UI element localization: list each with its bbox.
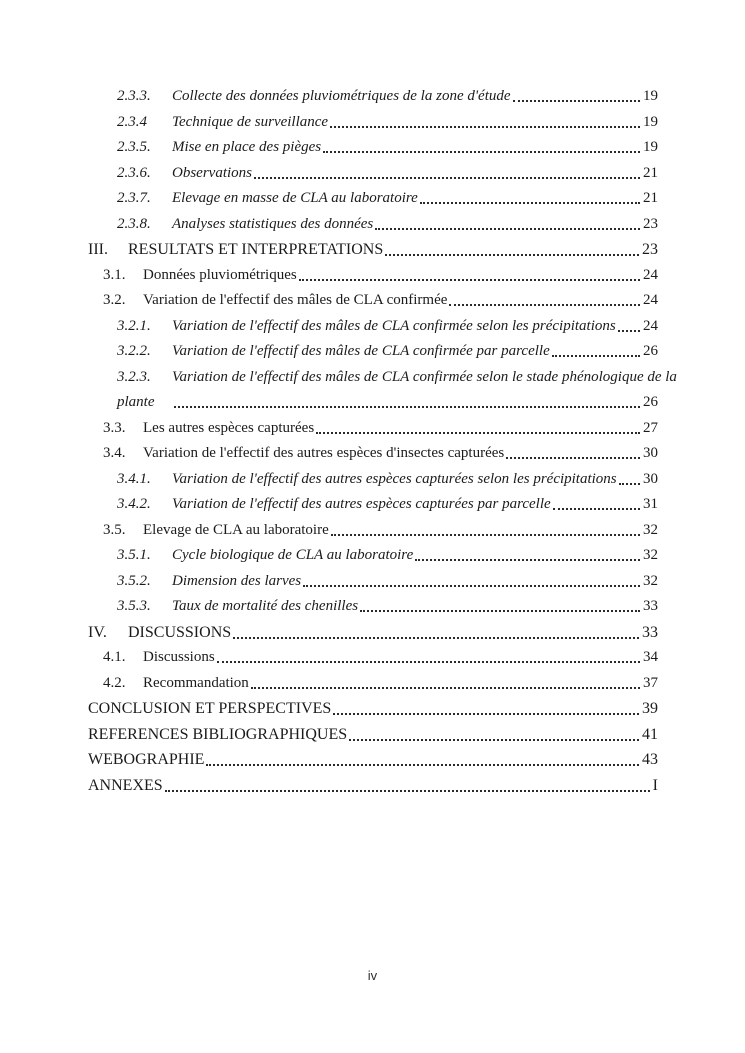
toc-entry[interactable] [117, 188, 658, 208]
dot-leader [358, 596, 643, 616]
toc-entry[interactable] [117, 214, 658, 234]
dot-leader [215, 647, 643, 667]
toc-entry-page: 24 [643, 317, 658, 334]
toc-entry-page: 23 [642, 241, 658, 258]
toc-entry[interactable] [117, 86, 658, 106]
toc-entry-label: Variation de l'effectif des autres espèces d'insectes capturées [143, 445, 505, 461]
toc-entry-page: 33 [643, 598, 658, 614]
toc-entry-number: 3.5. [103, 521, 126, 538]
toc-entry-number: 3.2.3. [117, 368, 151, 385]
toc-entry-label: REFERENCES BIBLIOGRAPHIQUES [88, 725, 348, 743]
toc-entry-number: 2.3.4 [117, 113, 147, 130]
toc-entry-continuation[interactable] [117, 392, 658, 412]
toc-entry-number: 2.3.7. [117, 190, 151, 206]
toc-entry-number: 3.2. [103, 292, 126, 308]
toc-entry-page: 27 [643, 419, 658, 436]
dot-leader [331, 698, 642, 719]
toc-entry-number: 3.2.1. [117, 317, 151, 334]
toc-entry-page: 30 [643, 445, 658, 461]
toc-entry-page: 41 [642, 725, 658, 743]
toc-entry-number: 2.3.5. [117, 139, 151, 155]
toc-entry-label: Elevage en masse de CLA au laboratoire [172, 190, 418, 206]
toc-entry[interactable] [103, 520, 658, 540]
dot-leader [204, 749, 642, 770]
dot-leader [321, 137, 643, 157]
toc-entry-label: Analyses statistiques des données [172, 215, 374, 232]
toc-entry-page: I [652, 776, 658, 794]
toc-entry-label: Elevage de CLA au laboratoire [143, 521, 329, 538]
toc-entry[interactable] [117, 469, 658, 489]
toc-entry-label: DISCUSSIONS [128, 623, 232, 641]
toc-entry-page: 23 [643, 215, 658, 232]
toc-entry-label: RESULTATS ET INTERPRETATIONS [128, 241, 384, 258]
toc-entry[interactable] [103, 265, 658, 285]
toc-entry-page: 32 [643, 547, 658, 563]
dot-leader [301, 571, 643, 591]
toc-entry-page: 43 [642, 751, 658, 768]
toc-entry[interactable] [88, 698, 658, 719]
dot-leader [252, 163, 643, 183]
toc-entry-number: 4.1. [103, 649, 126, 665]
toc-entry-label: Observations [172, 164, 252, 181]
dot-leader [328, 112, 643, 132]
toc-entry[interactable] [117, 341, 658, 361]
page-footer [0, 968, 745, 983]
toc-entry[interactable] [103, 443, 658, 463]
dot-leader [314, 418, 643, 438]
toc-entry-number: 2.3.8. [117, 215, 151, 232]
page-number: iv [367, 968, 378, 983]
dot-leader [249, 673, 643, 693]
toc-entry-number: 3.4.2. [117, 496, 151, 512]
toc-entry-page: 39 [642, 700, 658, 717]
table-of-contents [88, 86, 677, 800]
toc-entry-number: 4.2. [103, 674, 126, 691]
toc-entry-page: 32 [643, 572, 658, 589]
toc-entry-label: Les autres espèces capturées [143, 419, 315, 436]
toc-entry[interactable] [103, 290, 658, 310]
toc-entry[interactable] [117, 571, 658, 591]
toc-entry-number: 3.1. [103, 266, 126, 283]
toc-entry-page: 30 [643, 470, 658, 487]
dot-leader [373, 214, 643, 234]
toc-entry-number: 3.4. [103, 445, 126, 461]
toc-entry-page: 24 [643, 292, 658, 308]
toc-entry-page: 21 [643, 164, 658, 181]
toc-entry-label: Cycle biologique de CLA au laboratoire [172, 547, 414, 563]
toc-entry-number: III. [88, 241, 108, 258]
toc-entry-label: Discussions [143, 649, 215, 665]
toc-entry[interactable] [103, 673, 658, 693]
toc-entry-page: 19 [643, 113, 658, 130]
toc-entry[interactable] [88, 724, 658, 745]
toc-entry-label: Données pluviométriques [143, 266, 297, 283]
dot-leader [172, 392, 643, 412]
toc-entry[interactable] [117, 545, 658, 565]
toc-entry-label: Recommandation [143, 674, 249, 691]
toc-entry[interactable] [117, 316, 658, 336]
dot-leader [617, 469, 643, 489]
dot-leader [511, 86, 643, 106]
dot-leader [231, 622, 642, 643]
toc-entry-number: 3.3. [103, 419, 126, 436]
toc-entry-page: 34 [643, 649, 658, 665]
toc-entry-page: 19 [643, 88, 658, 104]
toc-entry-page: 32 [643, 521, 658, 538]
toc-entry-label: Variation de l'effectif des mâles de CLA confirmée par parcelle [172, 343, 550, 359]
toc-entry[interactable] [88, 775, 658, 796]
toc-entry-label: Mise en place des pièges [172, 139, 322, 155]
toc-entry-label: Technique de surveillance [172, 113, 329, 130]
toc-entry[interactable] [117, 367, 677, 387]
dot-leader [347, 724, 642, 745]
toc-entry[interactable] [103, 647, 658, 667]
dot-leader [297, 265, 643, 285]
toc-entry-page: 31 [643, 496, 658, 512]
dot-leader [616, 316, 643, 336]
toc-entry-number: 3.5.1. [117, 547, 151, 563]
toc-entry-page: 21 [643, 190, 658, 206]
toc-entry-label: Taux de mortalité des chenilles [172, 598, 359, 614]
toc-entry[interactable] [88, 749, 658, 770]
toc-entry-page: 33 [642, 623, 658, 641]
toc-entry-label: Variation de l'effectif des autres espèces capturées selon les précipitations [172, 470, 617, 487]
toc-entry-label: Variation de l'effectif des mâles de CLA confirmée [143, 292, 448, 308]
toc-entry-page: 26 [643, 394, 658, 410]
toc-entry-page: 37 [643, 674, 658, 691]
toc-entry-label: Variation de l'effectif des mâles de CLA confirmée selon les précipitations [172, 317, 616, 334]
dot-leader [383, 239, 642, 260]
toc-entry-number: 3.5.2. [117, 572, 151, 589]
toc-entry-page: 24 [643, 266, 658, 283]
dot-leader [504, 443, 643, 463]
toc-entry[interactable] [88, 622, 658, 643]
toc-entry[interactable] [117, 494, 658, 514]
toc-entry-label: CONCLUSION ET PERSPECTIVES [88, 700, 332, 717]
toc-entry-label: Variation de l'effectif des autres espèces capturées par parcelle [172, 496, 551, 512]
toc-entry-label: Collecte des données pluviométriques de la zone d'étude [172, 88, 511, 104]
toc-entry[interactable] [117, 137, 658, 157]
toc-entry[interactable] [103, 418, 658, 438]
toc-entry-label: Dimension des larves [172, 572, 302, 589]
toc-entry-label: ANNEXES [88, 776, 163, 794]
dot-leader [329, 520, 643, 540]
toc-entry[interactable] [88, 239, 658, 260]
toc-entry-number: IV. [88, 623, 107, 641]
toc-entry-number: 3.2.2. [117, 343, 151, 359]
toc-entry[interactable] [117, 163, 658, 183]
dot-leader [447, 290, 643, 310]
toc-entry[interactable] [117, 596, 658, 616]
toc-entry-label: WEBOGRAPHIE [88, 751, 205, 768]
toc-entry[interactable] [117, 112, 658, 132]
toc-entry-label: Variation de l'effectif des mâles de CLA confirmée selon le stade phénologique de la [172, 368, 677, 385]
dot-leader [550, 341, 643, 361]
dot-leader [163, 775, 653, 796]
toc-entry-page: 19 [643, 139, 658, 155]
toc-entry-number: 3.5.3. [117, 598, 151, 614]
toc-entry-label-continued: plante [117, 394, 155, 410]
dot-leader [551, 494, 643, 514]
toc-entry-number: 2.3.3. [117, 88, 151, 104]
toc-entry-page: 26 [643, 343, 658, 359]
toc-entry-number: 3.4.1. [117, 470, 151, 487]
dot-leader [413, 545, 643, 565]
dot-leader [418, 188, 643, 208]
toc-list [88, 86, 677, 796]
toc-entry-number: 2.3.6. [117, 164, 151, 181]
